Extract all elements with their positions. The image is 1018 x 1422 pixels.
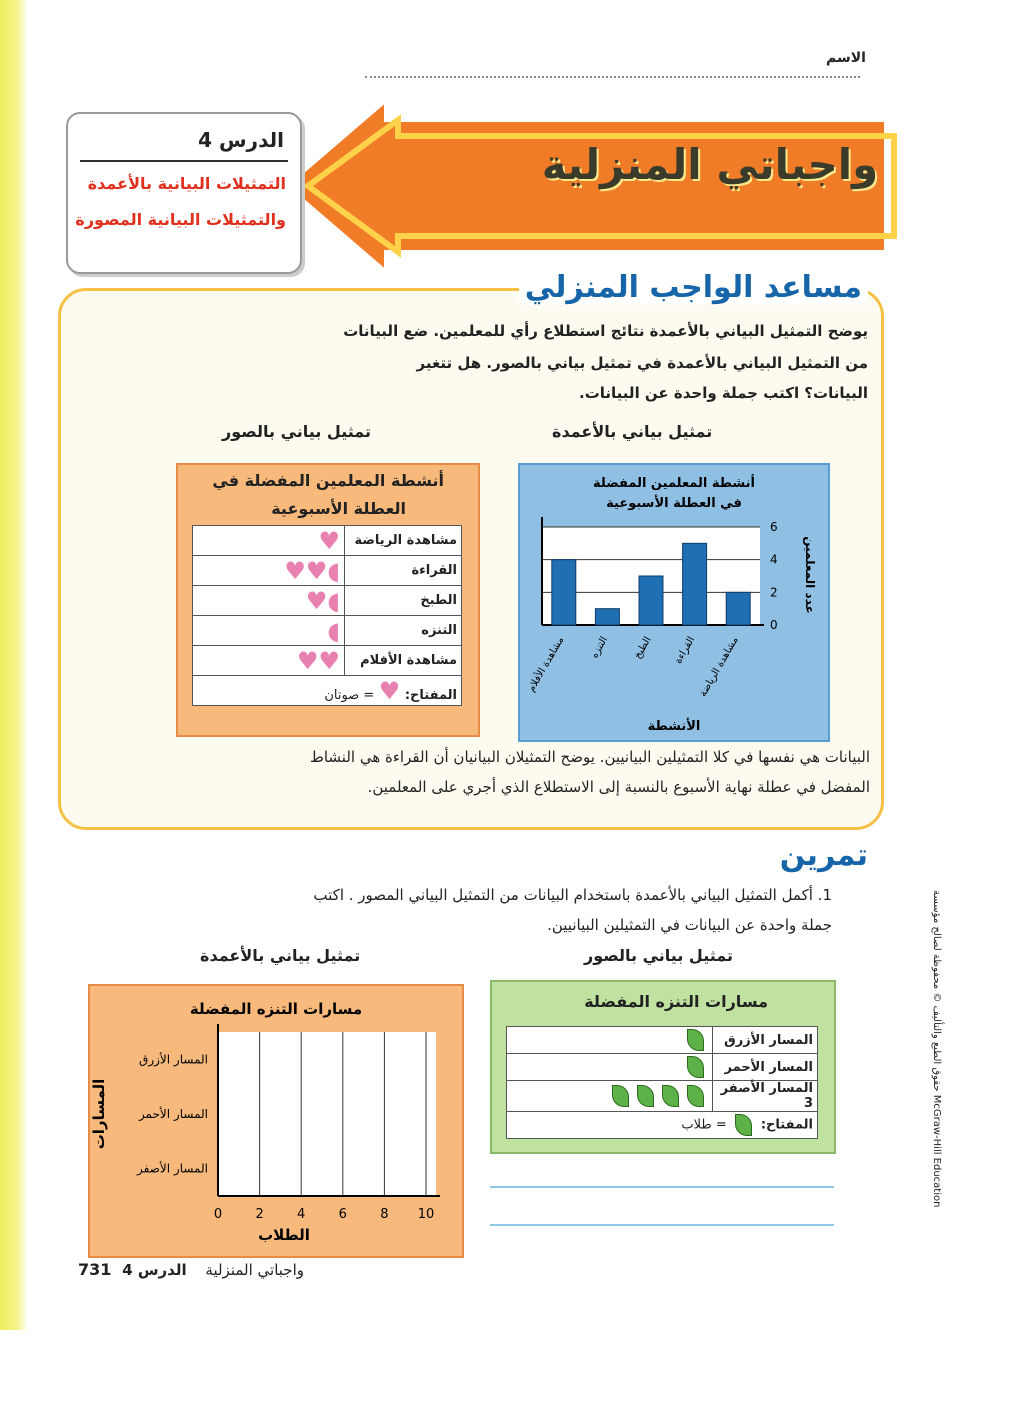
x-tick-label: التنزه bbox=[589, 635, 610, 661]
key-label: المفتاح: bbox=[404, 687, 457, 703]
trail-label: المسار الأزرق bbox=[713, 1027, 818, 1054]
trail-picture-graph bbox=[490, 980, 836, 1154]
y-tick-label: المسار الأصفر bbox=[137, 1161, 208, 1176]
picture-graph-row bbox=[193, 646, 462, 676]
x-tick-label: 2 bbox=[255, 1207, 264, 1222]
bar bbox=[639, 576, 663, 625]
exercise-q1-line1: 1. أكمل التمثيل البياني بالأعمدة باستخدام البيانات من التمثيل البياني المصور . اكتب bbox=[313, 886, 832, 904]
leaf-icon bbox=[662, 1085, 679, 1107]
leaf-icon bbox=[687, 1056, 704, 1078]
y-tick-label: 0 bbox=[770, 618, 778, 632]
chart-title-line1: أنشطة المعلمين المفضلة bbox=[593, 476, 755, 491]
picture-graph-symbols: ♥♥ bbox=[193, 646, 345, 676]
trail-symbols bbox=[507, 1081, 713, 1112]
x-tick-label: الطبخ bbox=[632, 635, 654, 661]
homework-helper-title: مساعد الواجب المنزلي bbox=[519, 270, 868, 305]
trail-key bbox=[507, 1112, 818, 1139]
y-tick-label: 4 bbox=[770, 552, 778, 567]
picture-graph-label: الطبخ bbox=[345, 586, 462, 616]
x-tick-label: 10 bbox=[417, 1207, 435, 1222]
trail-picture-table bbox=[506, 1026, 818, 1139]
x-tick-label: القراءة bbox=[673, 635, 698, 666]
trail-bar-graph-svg[interactable] bbox=[90, 986, 462, 1256]
name-label: الاسم bbox=[826, 50, 866, 66]
name-line[interactable] bbox=[365, 76, 860, 78]
picture-graph-row bbox=[193, 616, 462, 646]
chart-title: مسارات التنزه المفضلة bbox=[189, 1000, 363, 1018]
x-tick-label: 4 bbox=[297, 1207, 306, 1222]
key-value: = صوتان bbox=[324, 687, 375, 703]
x-axis-label: الأنشطة bbox=[647, 719, 701, 734]
picture-graph-symbols: ♥♥◖ bbox=[193, 556, 345, 586]
trail-key-row bbox=[507, 1112, 818, 1139]
leaf-icon bbox=[735, 1114, 752, 1136]
x-tick-label: مشاهدة الأفلام bbox=[526, 635, 567, 694]
picture-graph-label: مشاهدة الرياضة bbox=[345, 526, 462, 556]
chart-title-line2: في العطلة الأسبوعية bbox=[606, 496, 742, 511]
x-tick-label: 0 bbox=[213, 1207, 223, 1222]
y-tick-label: 6 bbox=[770, 520, 778, 534]
trail-label: المسار الأحمر bbox=[713, 1054, 818, 1081]
helper-intro-line3: البيانات؟ اكتب جملة واحدة عن البيانات. bbox=[579, 384, 868, 402]
picture-graph-title-line2: العطلة الأسبوعية bbox=[271, 499, 406, 518]
picture-graph-row bbox=[193, 556, 462, 586]
heart-icon: ♥ bbox=[378, 676, 401, 705]
picture-graph-caption: تمثيل بياني بالصور bbox=[222, 422, 371, 441]
bar bbox=[683, 543, 707, 625]
exercise-pic-caption: تمثيل بياني بالصور bbox=[584, 946, 733, 965]
plot-area bbox=[218, 1032, 436, 1196]
leaf-icon bbox=[612, 1085, 629, 1107]
bar bbox=[595, 609, 619, 625]
trail-row bbox=[507, 1081, 818, 1112]
trail-picture-title: مسارات التنزه المفضلة bbox=[584, 992, 768, 1011]
answer-line[interactable] bbox=[490, 1186, 834, 1188]
exercise-q1-line2: جملة واحدة عن البيانات في التمثيلين البيانيين. bbox=[547, 916, 832, 934]
trail-row bbox=[507, 1027, 818, 1054]
bar-graph-caption: تمثيل بياني بالأعمدة bbox=[552, 422, 713, 441]
trail-symbols bbox=[507, 1027, 713, 1054]
footer-section: واجباتي المنزلية bbox=[205, 1261, 304, 1279]
lesson-divider bbox=[80, 160, 288, 162]
trail-label: المسار الأصفر 3 bbox=[713, 1081, 818, 1112]
helper-conclusion-line2: المفضل في عطلة نهاية الأسبوع بالنسبة إلى الاستطلاع الذي أجري على المعلمين. bbox=[367, 778, 870, 796]
leaf-icon bbox=[637, 1085, 654, 1107]
y-tick-label: المسار الأزرق bbox=[139, 1052, 208, 1067]
picture-graph-key bbox=[193, 676, 462, 706]
key-label: المفتاح: bbox=[760, 1117, 813, 1133]
exercise-title: تمرين bbox=[779, 838, 868, 873]
trail-symbols bbox=[507, 1054, 713, 1081]
lesson-number: الدرس 4 bbox=[198, 128, 284, 152]
helper-intro-line2: من التمثيل البياني بالأعمدة في تمثيل بياني بالصور. هل تتغير bbox=[416, 354, 868, 372]
copyright-strip bbox=[922, 890, 946, 1208]
x-axis-label: الطلاب bbox=[258, 1226, 310, 1244]
bar bbox=[552, 560, 576, 625]
homework-title: واجباتي المنزلية bbox=[541, 140, 879, 189]
key-value: = طلاب bbox=[681, 1117, 727, 1133]
teacher-bar-graph bbox=[518, 463, 830, 742]
teacher-bar-graph-svg bbox=[520, 465, 828, 740]
helper-conclusion-line1: البيانات هي نفسها في كلا التمثيلين البيانيين. يوضح التمثيلان البيانيان أن القراءة هي النشاط bbox=[309, 748, 870, 766]
leaf-icon bbox=[687, 1029, 704, 1051]
picture-graph-label: مشاهدة الأفلام bbox=[345, 646, 462, 676]
picture-graph-table bbox=[192, 525, 462, 706]
y-axis-label: عدد المعلمين bbox=[803, 536, 817, 614]
helper-intro-line1: يوضح التمثيل البياني بالأعمدة نتائج استطلاع رأي للمعلمين. ضع البيانات bbox=[343, 322, 868, 340]
x-tick-label: مشاهدة الرياضة bbox=[697, 635, 741, 699]
y-axis-label: المسارات bbox=[90, 1078, 108, 1150]
picture-graph-title-line1: أنشطة المعلمين المفضلة في bbox=[212, 471, 444, 490]
x-tick-label: 6 bbox=[338, 1207, 347, 1222]
answer-line[interactable] bbox=[490, 1224, 834, 1226]
lesson-title-line1: التمثيلات البيانية بالأعمدة bbox=[87, 174, 286, 193]
y-tick-label: 2 bbox=[770, 585, 778, 600]
trail-row bbox=[507, 1054, 818, 1081]
teacher-picture-graph bbox=[176, 463, 480, 737]
picture-graph-symbols: ♥◖ bbox=[193, 586, 345, 616]
picture-graph-row bbox=[193, 526, 462, 556]
x-tick-label: 8 bbox=[380, 1207, 389, 1222]
page-footer bbox=[78, 1260, 304, 1279]
picture-graph-key-row bbox=[193, 676, 462, 706]
exercise-bar-caption: تمثيل بياني بالأعمدة bbox=[200, 946, 361, 965]
picture-graph-label: التنزه bbox=[345, 616, 462, 646]
picture-graph-symbols: ♥ bbox=[193, 526, 345, 556]
picture-graph-row bbox=[193, 586, 462, 616]
bar bbox=[726, 592, 750, 625]
y-tick-label: المسار الأحمر bbox=[138, 1107, 208, 1121]
page-number: 731 bbox=[78, 1260, 112, 1279]
lesson-title-line2: والتمثيلات البيانية المصورة bbox=[75, 210, 286, 229]
copyright-text: حقوق الطبع والتأليف © محفوظة لصالح مؤسسة McGraw-Hill Education bbox=[931, 890, 942, 1208]
yellow-margin-strip bbox=[0, 0, 28, 1330]
trail-bar-graph bbox=[88, 984, 464, 1258]
picture-graph-label: القراءة bbox=[345, 556, 462, 586]
picture-graph-symbols: ◖ bbox=[193, 616, 345, 646]
footer-lesson: الدرس 4 bbox=[122, 1261, 187, 1279]
lesson-card bbox=[66, 112, 302, 274]
leaf-icon bbox=[687, 1085, 704, 1107]
